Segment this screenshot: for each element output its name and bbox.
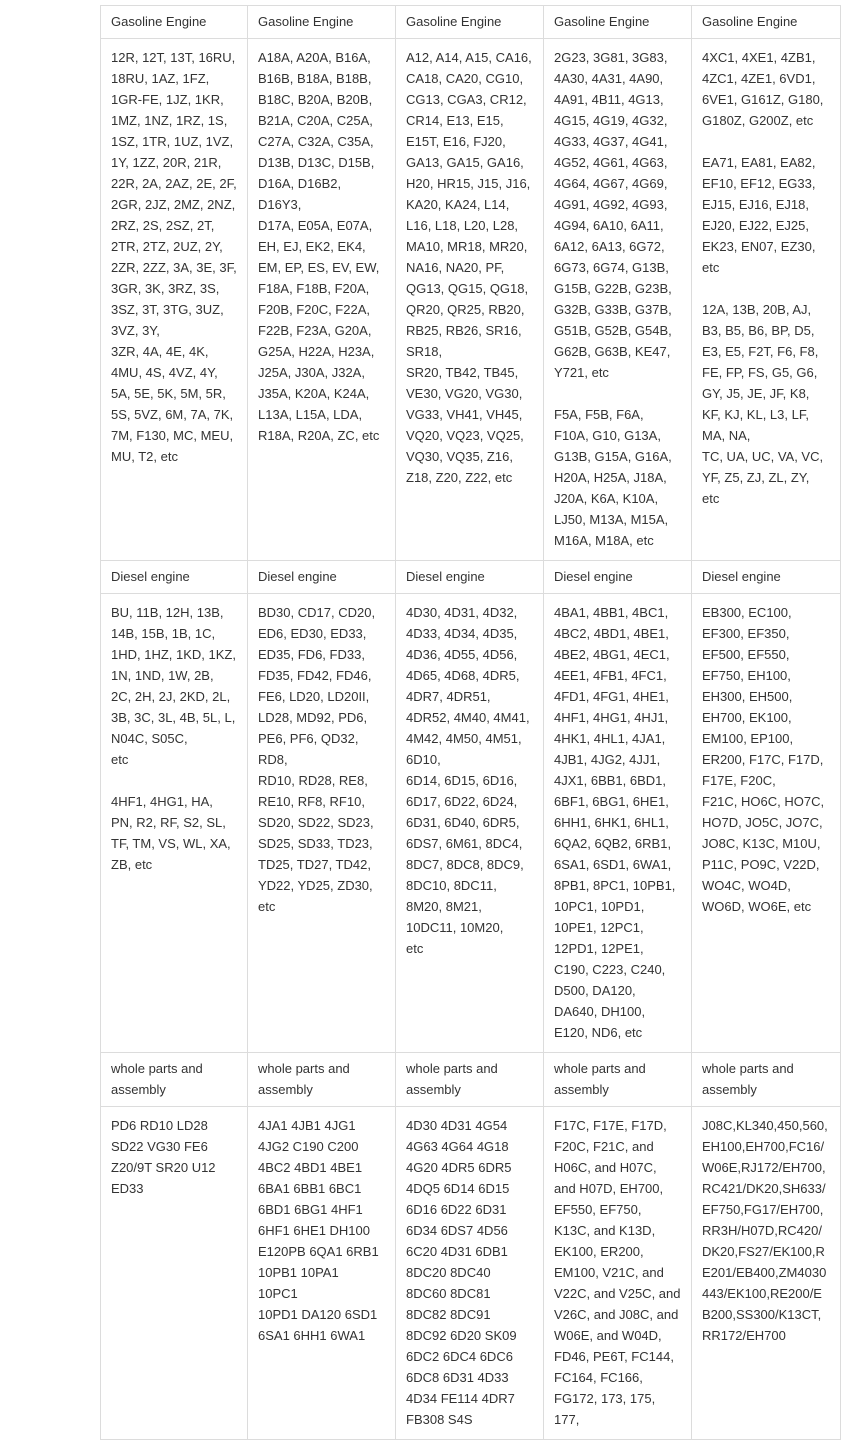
- engine-list-cell: [692, 39, 841, 561]
- engine-code-text: EB300, EC100, EF300, EF350, EF500, EF550, EF750, EH100, EH300, EH500, EH700, EK100, EM100, EP100, ER200, F17C, F17D, F17E, F20C,: [702, 605, 824, 788]
- column-header-cell: Diesel engine: [396, 561, 544, 594]
- column-header-cell: whole parts and assembly: [396, 1053, 544, 1107]
- section-content-row: [101, 1107, 841, 1440]
- engine-code-text: PD6 RD10 LD28 SD22 VG30 FE6 Z20/9T SR20 U12 ED33: [111, 1118, 216, 1196]
- engine-code-text: 177,: [554, 1412, 580, 1427]
- column-header-cell: whole parts and assembly: [248, 1053, 396, 1107]
- engine-code-text: 12R, 12T, 13T, 16RU, 18RU, 1AZ, 1FZ, 1GR-FE, 1JZ, 1KR, 1MZ, 1NZ, 1RZ, 1S, 1SZ, 1TR, 1UZ, 1VZ, 1Y, 1ZZ, 20R, 21R, 22R, 2A, 2AZ, 2E, 2F, 2GR, 2JZ, 2MZ, 2NZ, 2RZ, 2S, 2SZ, 2T, 2TR, 2TZ, 2UZ, 2Y, 2ZR, 2ZZ, 3A, 3E, 3F, 3GR, 3K, 3RZ, 3S, 3SZ, 3T, 3TG, 3UZ, 3VZ, 3Y,: [111, 50, 237, 338]
- paragraph-gap: [554, 383, 681, 404]
- column-header-cell: whole parts and assembly: [692, 1053, 841, 1107]
- paragraph-gap: [702, 131, 830, 152]
- column-header-cell: Diesel engine: [248, 561, 396, 594]
- engine-code-text: 4JG2 C190 C200: [258, 1139, 359, 1154]
- paragraph-gap: [111, 770, 237, 791]
- engine-code-text: A12, A14, A15, CA16, CA18, CA20, CG10, CG13, CGA3, CR12, CR14, E13, E15, E15T, E16, FJ20, GA13, GA15, GA16, H20, HR15, J15, J16, KA20, KA24, L14, L16, L18, L20, L28, MA10, MR18, MR20, NA16, NA20, PF, QG13, QG15, QG18, QR20, QR25, RB20, RB25, RB26, SR16, SR18,: [406, 50, 532, 359]
- engine-code-text: 10PD1 DA120 6SD1: [258, 1307, 378, 1322]
- column-header-cell: Diesel engine: [101, 561, 248, 594]
- engine-code-text: 4DQ5 6D14 6D15: [406, 1181, 510, 1196]
- paragraph-gap: [702, 278, 830, 299]
- section-header-row: [101, 1053, 841, 1107]
- engine-code-text: A18A, A20A, B16A, B16B, B18A, B18B, B18C, B20A, B20B, B21A, C20A, C25A, C27A, C32A, C35A, D13B, D13C, D15B, D16A, D16B2, D16Y3,: [258, 50, 375, 212]
- engine-code-text: 6BD1 6BG1 4HF1: [258, 1202, 363, 1217]
- engine-code-text: 6C20 4D31 6DB1: [406, 1244, 508, 1259]
- engine-list-cell: [544, 594, 692, 1053]
- engine-code-text: SR20, TB42, TB45, VE30, VG20, VG30, VG33, VH41, VH45, VQ20, VQ23, VQ25, VQ30, VQ35, Z16, Z18, Z20, Z22, etc: [406, 365, 524, 485]
- engine-list-cell: [248, 39, 396, 561]
- engine-code-text: 4HF1, 4HG1, HA, PN, R2, RF, S2, SL, TF, TM, VS, WL, XA, ZB, etc: [111, 794, 231, 872]
- section-content-row: [101, 594, 841, 1053]
- engine-list-cell: [101, 1107, 248, 1440]
- column-header-cell: Gasoline Engine: [101, 6, 248, 39]
- section-header-row: [101, 6, 841, 39]
- column-header-cell: Gasoline Engine: [248, 6, 396, 39]
- engine-code-text: 4G20 4DR5 6DR5: [406, 1160, 512, 1175]
- engine-code-text: 4D34 FE114 4DR7: [406, 1391, 515, 1406]
- engine-code-text: 4BA1, 4BB1, 4BC1, 4BC2, 4BD1, 4BE1, 4BE2, 4BG1, 4EC1, 4EE1, 4FB1, 4FC1, 4FD1, 4FG1, 4HE1, 4HF1, 4HG1, 4HJ1, 4HK1, 4HL1, 4JA1, 4JB1, 4JG2, 4JJ1, 4JX1, 6BB1, 6BD1, 6BF1, 6BG1, 6HE1, 6HH1, 6HK1, 6HL1, 6QA2, 6QB2, 6RB1, 6SA1, 6SD1, 6WA1, 8PB1, 8PC1, 10PB1, 10PC1, 10PD1, 10PE1, 12PC1, 12PD1, 12PE1, C190, C223, C240, D500, DA120, DA640, DH100, E120, ND6, etc: [554, 605, 676, 1040]
- engine-code-text: FB308 S4S: [406, 1412, 473, 1427]
- column-header-cell: Gasoline Engine: [396, 6, 544, 39]
- engine-list-cell: [248, 594, 396, 1053]
- engine-code-text: J08C,KL340,450,560,EH100,EH700,FC16/W06E,RJ172/EH700,RC421/DK20,SH633/EF750,FG17/EH700,RR3H/H07D,RC420/DK20,FS27/EK100,RE201/EB400,ZM4030443/EK100,RE200/EB200,SS300/K13CT,RR172/EH700: [702, 1118, 828, 1343]
- engine-code-text: 6D14, 6D15, 6D16, 6D17, 6D22, 6D24, 6D31, 6D40, 6DR5, 6DS7, 6M61, 8DC4, 8DC7, 8DC8, 8DC9, 8DC10, 8DC11, 8M20, 8M21, 10DC11, 10M20,: [406, 773, 524, 935]
- engine-code-text: etc: [406, 941, 424, 956]
- engine-code-text: 10PB1 10PA1: [258, 1265, 339, 1280]
- engine-code-text: 6BA1 6BB1 6BC1: [258, 1181, 362, 1196]
- engine-code-text: 6HF1 6HE1 DH100: [258, 1223, 370, 1238]
- engine-models-table: [100, 5, 841, 1440]
- engine-code-text: 4JA1 4JB1 4JG1: [258, 1118, 356, 1133]
- engine-code-text: 8DC60 8DC81: [406, 1286, 491, 1301]
- engine-code-text: EA71, EA81, EA82, EF10, EF12, EG33, EJ15, EJ16, EJ18, EJ20, EJ22, EJ25, EK23, EN07, EZ30, etc: [702, 155, 816, 275]
- engine-code-text: etc: [111, 752, 129, 767]
- engine-code-text: 6DC8 6D31 4D33: [406, 1370, 509, 1385]
- section-content-row: [101, 39, 841, 561]
- engine-code-text: F17C, F17E, F17D, F20C, F21C, and H06C, and H07C, and H07D, EH700, EF550, EF750, K13C, and K13D, EK100, ER200, EM100, V21C, and: [554, 1118, 667, 1280]
- engine-list-cell: [544, 39, 692, 561]
- engine-code-text: 3ZR, 4A, 4E, 4K, 4MU, 4S, 4VZ, 4Y, 5A, 5E, 5K, 5M, 5R, 5S, 5VZ, 6M, 7A, 7K, 7M, F130, MC, MEU, MU, T2, etc: [111, 344, 234, 464]
- engine-code-text: 6D34 6DS7 4D56: [406, 1223, 508, 1238]
- engine-code-text: D17A, E05A, E07A, EH, EJ, EK2, EK4, EM, EP, ES, EV, EW, F18A, F18B, F20A, F20B, F20C, F22A, F22B, F23A, G20A, G25A, H22A, H23A, J25A, J30A, J32A, J35A, K20A, K24A, L13A, L15A, LDA, R18A, R20A, ZC, etc: [258, 218, 380, 443]
- engine-code-text: TC, UA, UC, VA, VC, YF, Z5, ZJ, ZL, ZY, etc: [702, 449, 824, 506]
- engine-code-text: F21C, HO6C, HO7C, HO7D, JO5C, JO7C, JO8C, K13C, M10U, P11C, PO9C, V22D, WO4C, WO4D, WO6D, WO6E, etc: [702, 794, 825, 914]
- engine-list-cell: [544, 1107, 692, 1440]
- engine-code-text: 6SA1 6HH1 6WA1: [258, 1328, 366, 1343]
- engine-code-text: BU, 11B, 12H, 13B, 14B, 15B, 1B, 1C, 1HD, 1HZ, 1KD, 1KZ, 1N, 1ND, 1W, 2B, 2C, 2H, 2J, 2KD, 2L, 3B, 3C, 3L, 4B, 5L, L, N04C, S05C,: [111, 605, 236, 746]
- engine-code-text: 10PC1: [258, 1286, 298, 1301]
- engine-table-wrapper: [100, 5, 840, 1440]
- engine-code-text: 6DC2 6DC4 6DC6: [406, 1349, 513, 1364]
- engine-list-cell: [396, 594, 544, 1053]
- engine-code-text: 4DR52, 4M40, 4M41, 4M42, 4M50, 4M51, 6D10,: [406, 710, 530, 767]
- column-header-cell: Gasoline Engine: [544, 6, 692, 39]
- engine-code-text: 4G63 4G64 4G18: [406, 1139, 509, 1154]
- engine-code-text: 12A, 13B, 20B, AJ, B3, B5, B6, BP, D5, E3, E5, F2T, F6, F8, FE, FP, FS, G5, G6, GY, J5, JE, JF, K8, KF, KJ, KL, L3, LF, MA, NA,: [702, 302, 819, 443]
- engine-code-text: 2G23, 3G81, 3G83, 4A30, 4A31, 4A90, 4A91, 4B11, 4G13, 4G15, 4G19, 4G32, 4G33, 4G37, 4G41, 4G52, 4G61, 4G63, 4G64, 4G67, 4G69, 4G91, 4G92, 4G93, 4G94, 6A10, 6A11, 6A12, 6A13, 6G72, 6G73, 6G74, G13B, G15B, G22B, G23B, G32B, G33B, G37B, G51B, G52B, G54B, G62B, G63B, KE47, Y721, etc: [554, 50, 672, 380]
- engine-code-text: E120PB 6QA1 6RB1: [258, 1244, 379, 1259]
- engine-list-cell: [248, 1107, 396, 1440]
- engine-list-cell: [396, 1107, 544, 1440]
- column-header-cell: whole parts and assembly: [101, 1053, 248, 1107]
- engine-code-text: V22C, and V25C, and V26C, and J08C, and W06E, and W04D, FD46, PE6T, FC144, FC164, FC166, FG172, 173, 175,: [554, 1286, 681, 1406]
- engine-list-cell: [101, 39, 248, 561]
- column-header-cell: Diesel engine: [692, 561, 841, 594]
- engine-code-text: 4D30 4D31 4G54: [406, 1118, 508, 1133]
- engine-code-text: 8DC92 6D20 SK09: [406, 1328, 517, 1343]
- engine-code-text: BD30, CD17, CD20, ED6, ED30, ED33, ED35, FD6, FD33, FD35, FD42, FD46, FE6, LD20, LD20II, LD28, MD92, PD6, PE6, PF6, QD32, RD8,: [258, 605, 376, 767]
- engine-list-cell: [101, 594, 248, 1053]
- section-header-row: [101, 561, 841, 594]
- engine-code-text: 4XC1, 4XE1, 4ZB1, 4ZC1, 4ZE1, 6VD1, 6VE1, G161Z, G180, G180Z, G200Z, etc: [702, 50, 824, 128]
- engine-code-text: 6D16 6D22 6D31: [406, 1202, 507, 1217]
- engine-table-body: [101, 6, 841, 1440]
- engine-code-text: F5A, F5B, F6A, F10A, G10, G13A, G13B, G15A, G16A, H20A, H25A, J18A, J20A, K6A, K10A, LJ50, M13A, M15A, M16A, M18A, etc: [554, 407, 672, 548]
- engine-list-cell: [692, 1107, 841, 1440]
- column-header-cell: Diesel engine: [544, 561, 692, 594]
- engine-code-text: 8DC82 8DC91: [406, 1307, 491, 1322]
- engine-code-text: 4D30, 4D31, 4D32, 4D33, 4D34, 4D35, 4D36, 4D55, 4D56, 4D65, 4D68, 4DR5, 4DR7, 4DR51,: [406, 605, 520, 704]
- engine-code-text: RD10, RD28, RE8, RE10, RF8, RF10, SD20, SD22, SD23, SD25, SD33, TD23, TD25, TD27, TD42, YD22, YD25, ZD30, etc: [258, 773, 374, 914]
- engine-list-cell: [692, 594, 841, 1053]
- column-header-cell: whole parts and assembly: [544, 1053, 692, 1107]
- engine-list-cell: [396, 39, 544, 561]
- engine-code-text: 4BC2 4BD1 4BE1: [258, 1160, 363, 1175]
- engine-code-text: 8DC20 8DC40: [406, 1265, 491, 1280]
- column-header-cell: Gasoline Engine: [692, 6, 841, 39]
